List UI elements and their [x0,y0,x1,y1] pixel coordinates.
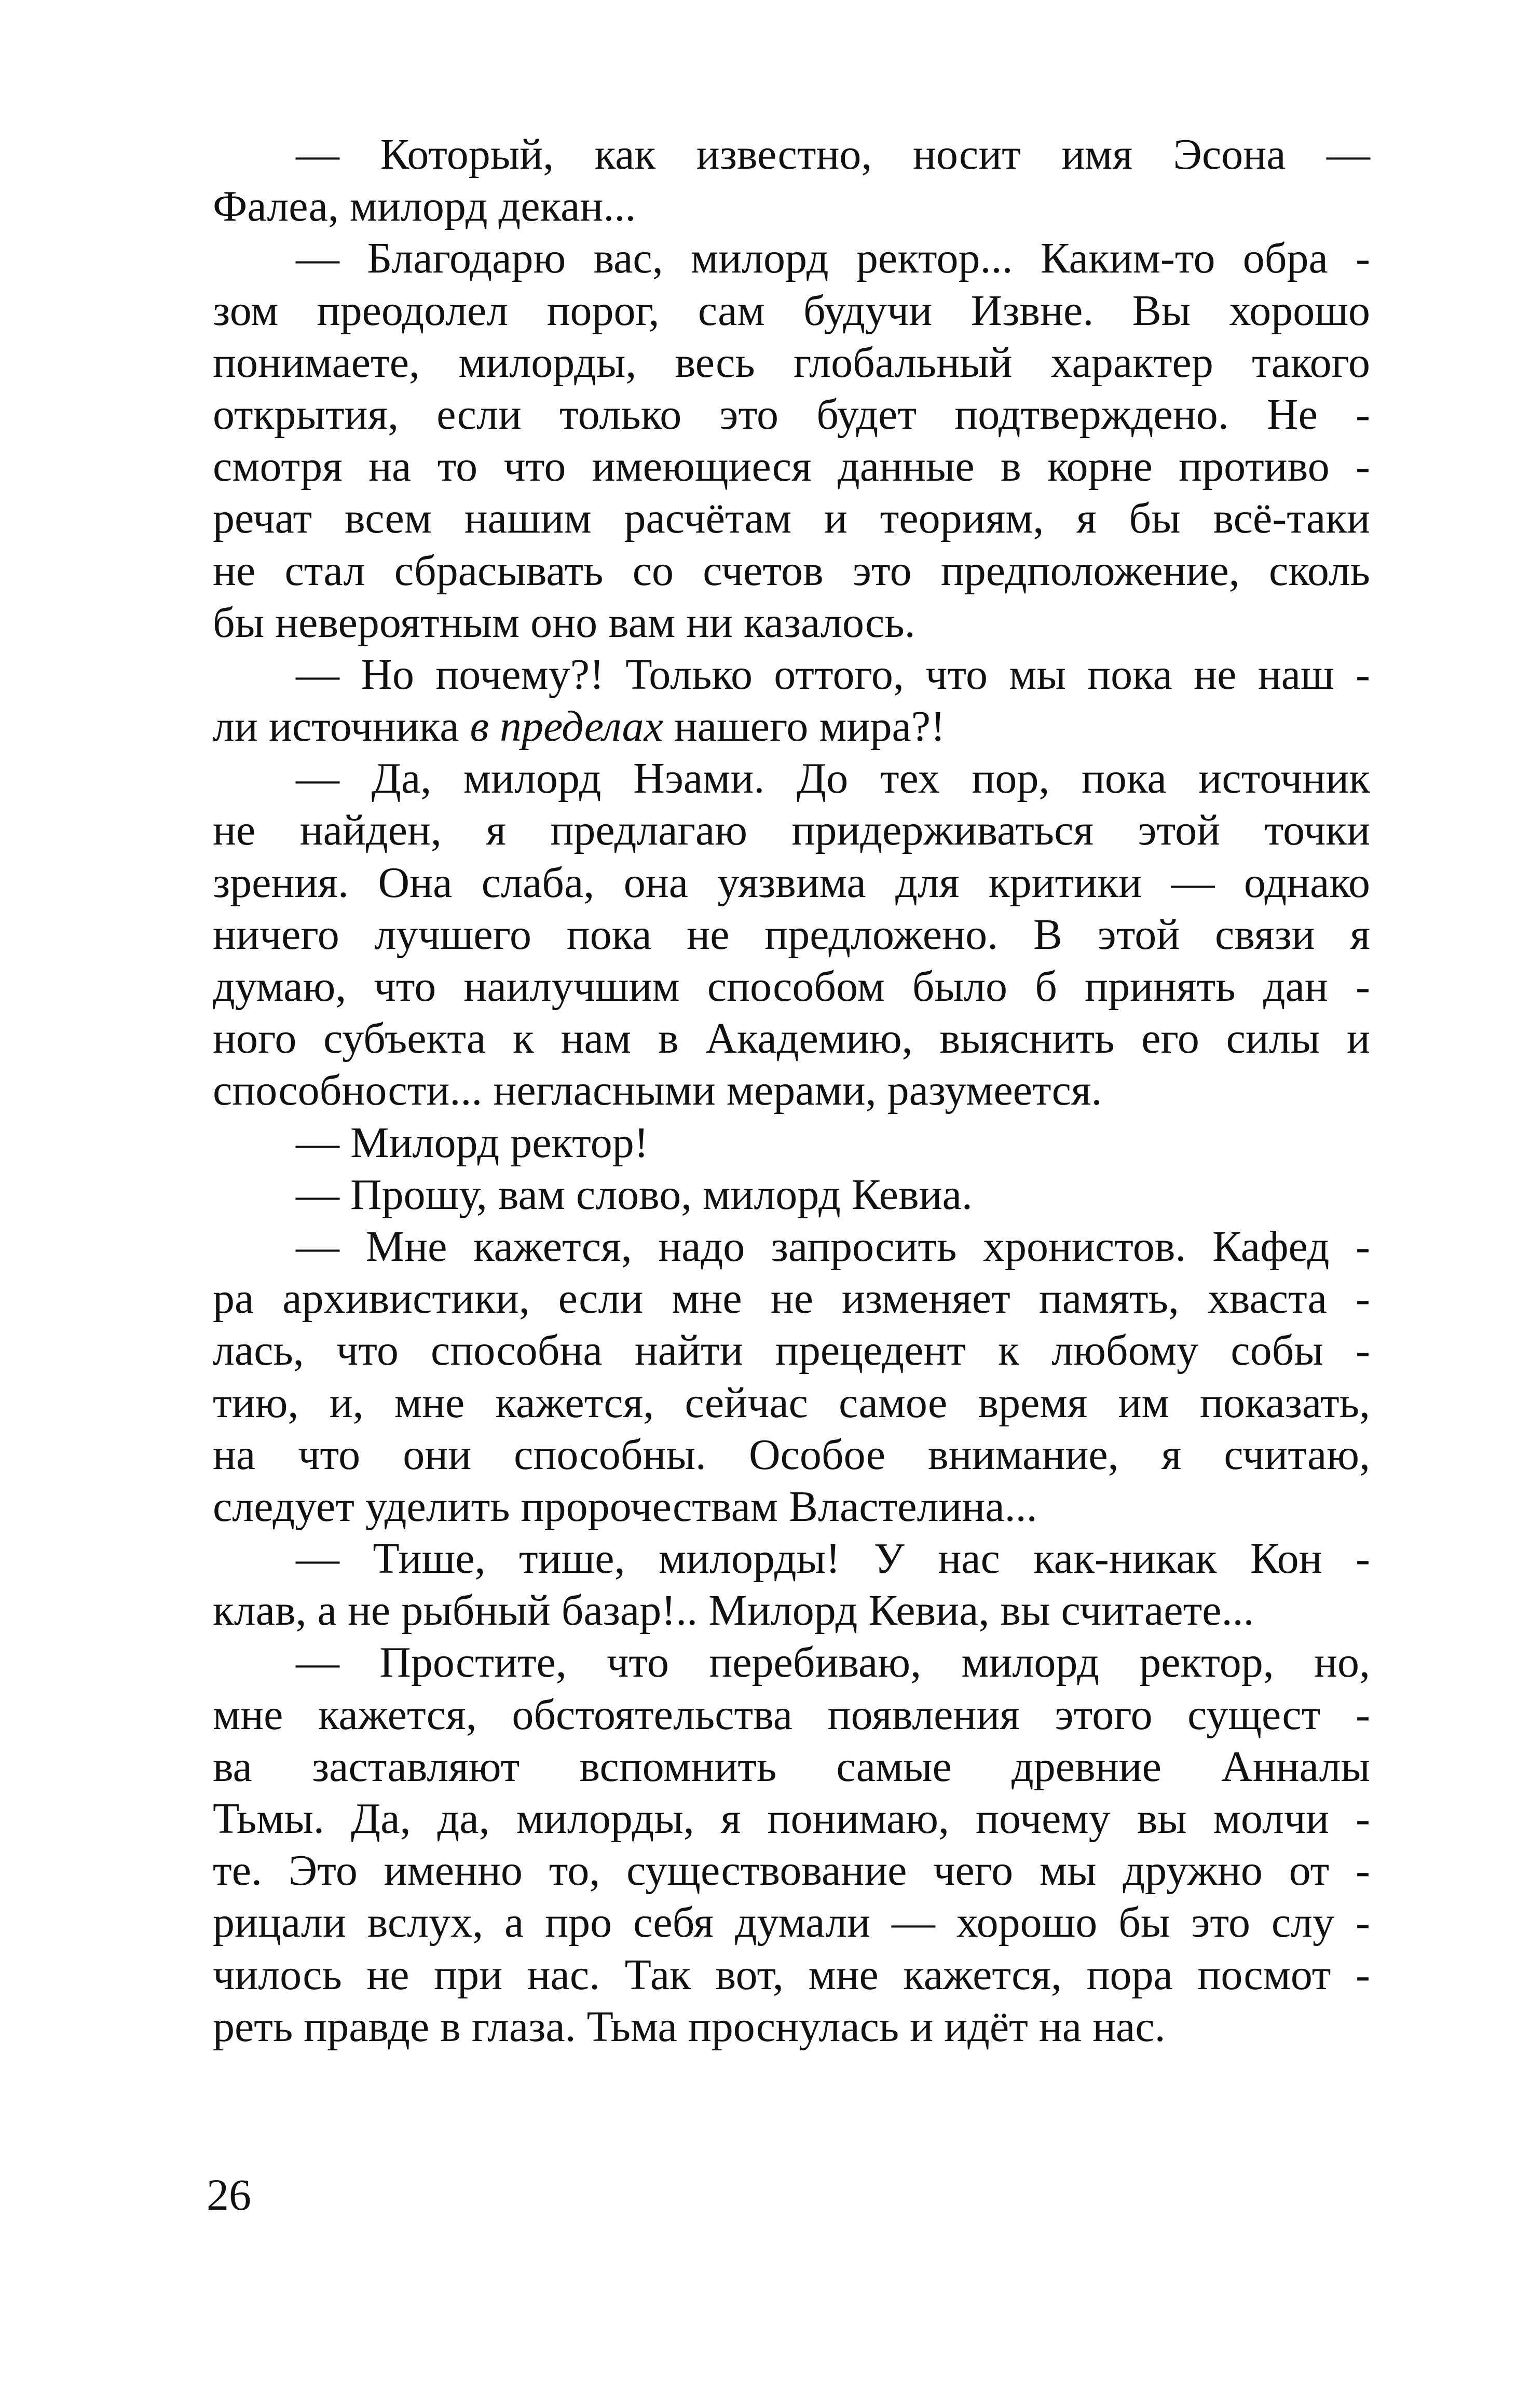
text-line: чилось не при нас. Так вот, мне кажется, пора посмот - [213,1950,1370,1999]
text-line: ра архивистики, если мне не изменяет память, хваста - [213,1274,1370,1323]
text-line: — Милорд ректор! [296,1118,649,1167]
text-line: не найден, я предлагаю придерживаться этой точки [213,806,1370,855]
text-line: не стал сбрасывать со счетов это предположение, сколь [213,546,1370,595]
text-line: клав, а не рыбный базар!.. Милорд Кевиа, вы считаете... [213,1586,1254,1635]
text-line: — Тише, тише, милорды! У нас как-никак Кон - [296,1534,1370,1583]
text-line: думаю, что наилучшим способом было б принять дан - [213,962,1370,1011]
text-segment: ли источника [213,702,470,751]
text-line: те. Это именно то, существование чего мы дружно от - [213,1846,1370,1895]
text-line: зом преодолел порог, сам будучи Извне. Вы хорошо [213,286,1370,335]
text-line: ного субъекта к нам в Академию, выяснить его силы и [213,1014,1370,1063]
text-line: — Но почему?! Только оттого, что мы пока не наш - [296,650,1370,699]
text-line: ва заставляют вспомнить самые древние Анналы [213,1742,1370,1791]
text-line: ничего лучшего пока не предложено. В этой связи я [213,910,1370,959]
text-line: Тьмы. Да, да, милорды, я понимаю, почему вы молчи - [213,1794,1370,1843]
text-line: — Благодарю вас, милорд ректор... Каким-то обра - [296,234,1370,283]
text-line: открытия, если только это будет подтверждено. Не - [213,390,1370,439]
text-line: рицали вслух, а про себя думали — хорошо бы это слу - [213,1898,1370,1947]
text-line: лась, что способна найти прецедент к любому собы - [213,1326,1370,1375]
body-text [213,129,1370,2053]
text-line: речат всем нашим расчётам и теориям, я бы всё-таки [213,494,1370,543]
text-line: зрения. Она слаба, она уязвима для критики — однако [213,858,1370,907]
text-segment: нашего мира?! [663,702,946,751]
text-line: — Мне кажется, надо запросить хронистов. Кафед - [296,1222,1370,1271]
text-line: реть правде в глаза. Тьма проснулась и идёт на нас. [213,2002,1166,2051]
italic-emphasis: в пределах [470,702,663,751]
text-line: — Да, милорд Нэами. До тех пор, пока источник [296,754,1370,803]
text-line: понимаете, милорды, весь глобальный характер такого [213,338,1370,387]
text-line: мне кажется, обстоятельства появления этого сущест - [213,1690,1370,1739]
text-line: способности... негласными мерами, разумеется. [213,1066,1102,1115]
text-line [213,701,1370,753]
text-line: следует уделить пророчествам Властелина... [213,1482,1037,1531]
text-line: смотря на то что имеющиеся данные в корне противо - [213,442,1370,491]
text-line: на что они способны. Особое внимание, я считаю, [213,1430,1370,1479]
text-line: — Который, как известно, носит имя Эсона — [296,130,1370,179]
text-line: тию, и, мне кажется, сейчас самое время им показать, [213,1378,1370,1427]
text-line: — Прошу, вам слово, милорд Кевиа. [296,1170,973,1219]
text-line: — Простите, что перебиваю, милорд ректор, но, [296,1638,1370,1687]
page-number: 26 [207,2170,251,2220]
text-line: бы невероятным оно вам ни казалось. [213,598,915,647]
text-line: Фалеа, милорд декан... [213,182,636,231]
